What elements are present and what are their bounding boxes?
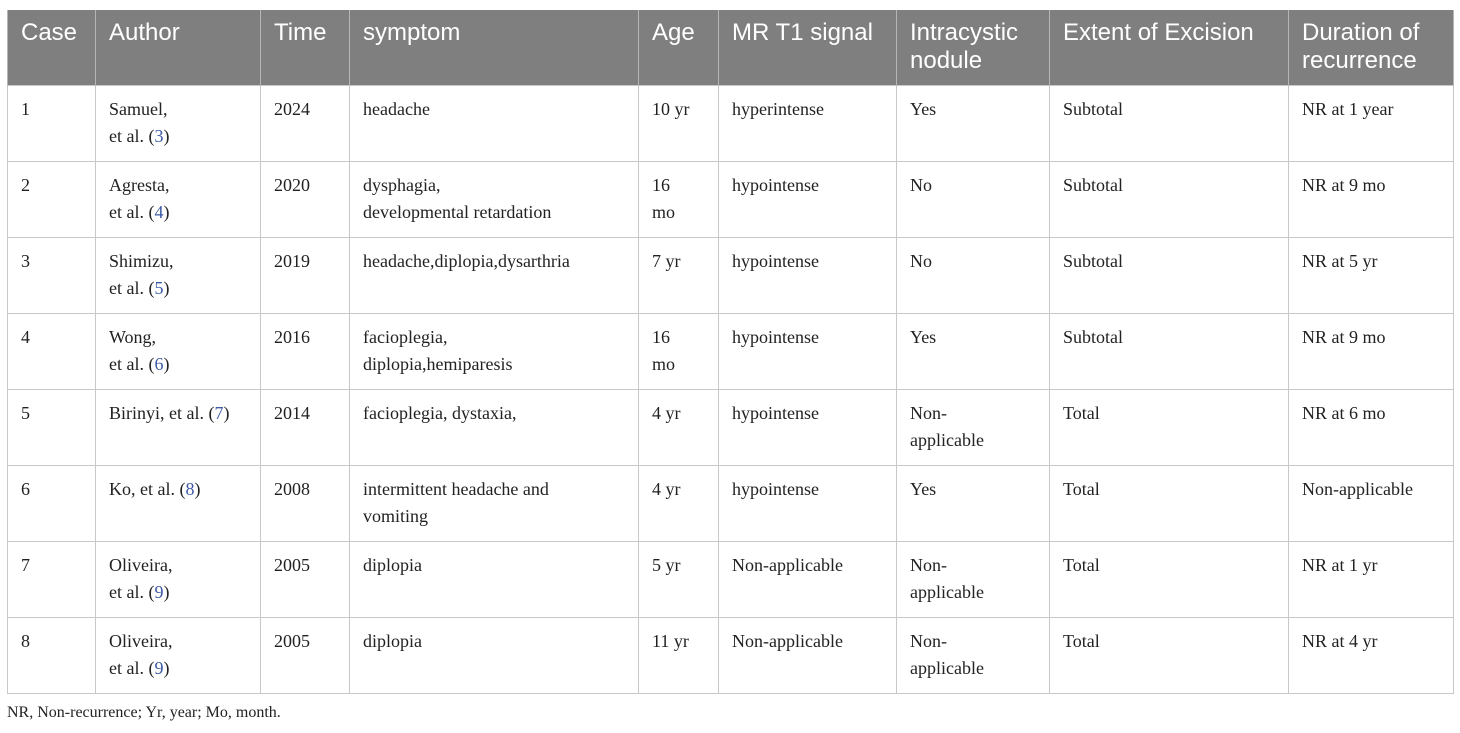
cell-time: 2016 [261,314,350,390]
header-author: Author [96,10,261,86]
cell-symptom: diplopia [350,542,639,618]
cell-nodule: No [897,238,1050,314]
cell-mr: hypointense [719,466,897,542]
cell-nodule: Yes [897,466,1050,542]
reference-link[interactable]: 5 [154,278,164,298]
cell-case: 6 [8,466,96,542]
cell-nodule: No [897,162,1050,238]
reference-link[interactable]: 4 [154,202,164,222]
cell-mr: hypointense [719,162,897,238]
reference-link[interactable]: 7 [214,403,224,423]
table-row [8,618,1454,694]
cell-mr: Non-applicable [719,618,897,694]
reference-close-paren: ) [223,403,230,423]
cell-mr: hypointense [719,238,897,314]
header-time: Time [261,10,350,86]
cell-case: 3 [8,238,96,314]
table-row [8,390,1454,466]
cell-age: 16 mo [639,314,719,390]
cell-time: 2008 [261,466,350,542]
reference-link[interactable]: 6 [154,354,164,374]
cell-age: 10 yr [639,86,719,162]
cell-age: 16 mo [639,162,719,238]
header-row [8,10,1454,86]
cell-age: 4 yr [639,466,719,542]
cell-excision: Total [1050,466,1289,542]
cell-excision: Subtotal [1050,162,1289,238]
cell-time: 2024 [261,86,350,162]
header-intracystic-nodule: Intracystic nodule [897,10,1050,86]
cell-time: 2020 [261,162,350,238]
cell-author [96,618,261,694]
header-duration-of-recurrence: Duration of recurrence [1289,10,1454,86]
reference-close-paren: ) [194,479,201,499]
cell-author [96,390,261,466]
author-name: Ko, et al. ( [109,479,186,499]
cell-recurrence: NR at 1 year [1289,86,1454,162]
cell-symptom: facioplegia, diplopia,hemiparesis [350,314,639,390]
cell-age: 11 yr [639,618,719,694]
author-name: Agresta, et al. ( [109,175,170,222]
cell-excision: Subtotal [1050,86,1289,162]
cell-author [96,86,261,162]
table-body [8,86,1454,694]
cell-case: 4 [8,314,96,390]
author-name: Oliveira, et al. ( [109,555,173,602]
author-name: Wong, et al. ( [109,327,157,374]
cell-excision: Total [1050,618,1289,694]
cell-time: 2019 [261,238,350,314]
reference-link[interactable]: 3 [154,126,164,146]
header-symptom: symptom [350,10,639,86]
cell-excision: Total [1050,542,1289,618]
table-row [8,86,1454,162]
cell-symptom: dysphagia, developmental retardation [350,162,639,238]
cell-recurrence: NR at 9 mo [1289,314,1454,390]
cell-case: 2 [8,162,96,238]
table-row [8,238,1454,314]
cell-excision: Total [1050,390,1289,466]
cell-case: 8 [8,618,96,694]
cell-nodule: Yes [897,86,1050,162]
cell-age: 7 yr [639,238,719,314]
cell-mr: hypointense [719,314,897,390]
cell-author [96,466,261,542]
cell-excision: Subtotal [1050,314,1289,390]
table-row [8,162,1454,238]
cell-recurrence: NR at 5 yr [1289,238,1454,314]
header-case: Case [8,10,96,86]
cell-symptom: diplopia [350,618,639,694]
cell-recurrence: NR at 1 yr [1289,542,1454,618]
cell-nodule: Non- applicable [897,618,1050,694]
cell-excision: Subtotal [1050,238,1289,314]
reference-close-paren: ) [163,126,170,146]
reference-close-paren: ) [163,582,170,602]
reference-link[interactable]: 9 [154,658,164,678]
table-row [8,466,1454,542]
reference-close-paren: ) [163,202,170,222]
reference-close-paren: ) [163,354,170,374]
reference-link[interactable]: 8 [185,479,195,499]
cell-author [96,542,261,618]
cell-case: 1 [8,86,96,162]
cell-recurrence: NR at 9 mo [1289,162,1454,238]
cell-recurrence: Non-applicable [1289,466,1454,542]
cell-recurrence: NR at 4 yr [1289,618,1454,694]
author-name: Birinyi, et al. ( [109,403,215,423]
cell-author [96,162,261,238]
cell-mr: hyperintense [719,86,897,162]
case-table [7,10,1454,694]
cell-time: 2014 [261,390,350,466]
cell-case: 5 [8,390,96,466]
table-footnote: NR, Non-recurrence; Yr, year; Mo, month. [7,704,281,721]
cell-author [96,238,261,314]
header-mr-t1-signal: MR T1 signal [719,10,897,86]
table-row [8,314,1454,390]
cell-time: 2005 [261,618,350,694]
cell-symptom: intermittent headache and vomiting [350,466,639,542]
author-name: Oliveira, et al. ( [109,631,173,678]
cell-nodule: Yes [897,314,1050,390]
cell-age: 5 yr [639,542,719,618]
cell-time: 2005 [261,542,350,618]
cell-mr: hypointense [719,390,897,466]
cell-recurrence: NR at 6 mo [1289,390,1454,466]
author-name: Shimizu, et al. ( [109,251,174,298]
cell-symptom: headache [350,86,639,162]
table-row [8,542,1454,618]
cell-case: 7 [8,542,96,618]
cell-author [96,314,261,390]
header-extent-of-excision: Extent of Excision [1050,10,1289,86]
header-age: Age [639,10,719,86]
author-name: Samuel, et al. ( [109,99,168,146]
cell-mr: Non-applicable [719,542,897,618]
cell-symptom: facioplegia, dystaxia, [350,390,639,466]
reference-link[interactable]: 9 [154,582,164,602]
cell-symptom: headache,diplopia,dysarthria [350,238,639,314]
reference-close-paren: ) [163,278,170,298]
reference-close-paren: ) [163,658,170,678]
cell-nodule: Non- applicable [897,390,1050,466]
cell-nodule: Non- applicable [897,542,1050,618]
cell-age: 4 yr [639,390,719,466]
